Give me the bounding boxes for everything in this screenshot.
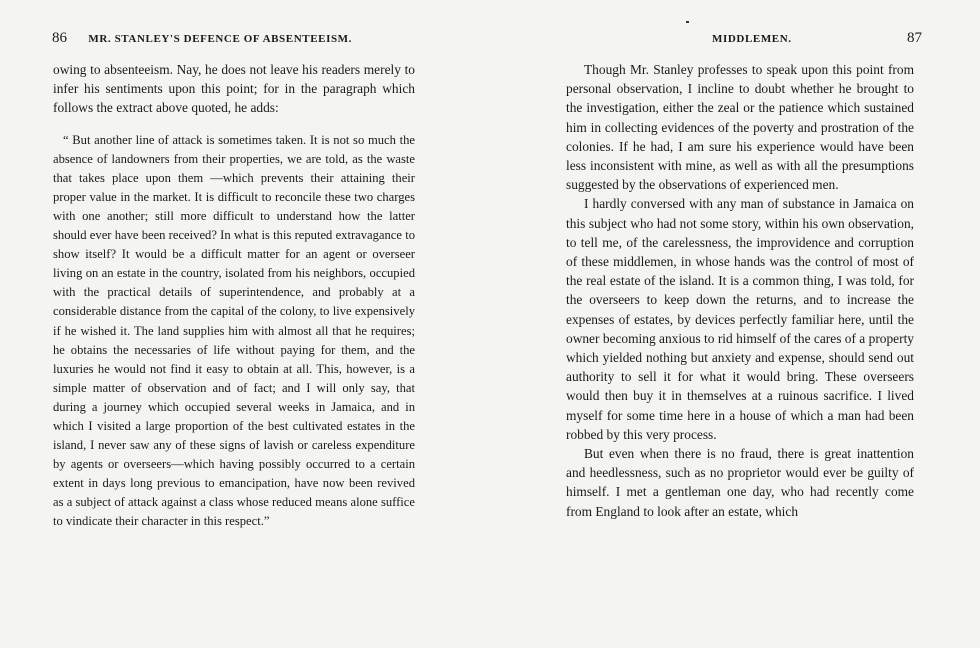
- running-head: MIDDLEMEN.: [712, 33, 792, 45]
- right-page-body: [566, 60, 914, 521]
- right-page: [490, 0, 980, 648]
- paragraph: I hardly conversed with any man of substance in Jamaica on this subject who had not some story, within his own observation, to tell me, of the carelessness, the improvidence and corruption of these middlemen, in whose hands was the control of most of the real estate of the island. It is a common thing, I was told, for the overseers to keep down the returns, and to increase the expenses of estates, by devices perfectly familiar here, until the owner becoming anxious to rid himself of the cares of a property which yielded nothing but anxiety and expense, should send out authority to sell it for what it would bring. These overseers would then buy it in themselves at a ruinous sacrifice. I lived myself for some time here in a house of which a man had been robbed by this very process.: [566, 196, 914, 442]
- right-page-header: [712, 30, 922, 50]
- page-number: 86: [52, 30, 67, 46]
- paragraph: owing to absenteeism. Nay, he does not leave his readers merely to infer his sentiments upon this point; for in the paragraph which follows the extract above quoted, he adds:: [53, 62, 415, 116]
- paragraph: Though Mr. Stanley professes to speak upon this point from personal observation, I incline to doubt whether he brought to the investigation, either the zeal or the patience which sustained him in collecting evidences of the poverty and prostration of the colonies. If he had, I am sure his experience would have been less inconsistent with mine, as well as with all the presumptions suggested by the observations of experienced men.: [566, 62, 914, 193]
- block-quote: “ But another line of attack is sometimes taken. It is not so much the absence of landowners from their properties, we are told, as the waste that takes place upon them —which prevents their attaining their proper value in the market. It is difficult to reconcile these two charges with one another; still more difficult to understand how the latter should ever have been received? In what is this reputed extravagance to show itself? It would be a difficult matter for an agent or overseer living on an estate in the country, isolated from his neighbors, occupied with the practical details of superintendence, and probably at a considerable distance from the capital of the colony, to live expensively if he wished it. The land supplies him with almost all that he requires; he obtains the necessaries of life without paying for them, and the luxuries he would not find it easy to obtain at all. This, however, is a simple matter of observation and of fact; and I will only say, that during a journey which occupied several weeks in Jamaica, and in which I visited a large proportion of the best cultivated estates in the island, I never saw any of these signs of lavish or careless expenditure by agents or overseers—which having possibly occurred to a certain extent in days long previous to emancipation, have now been revived as a subject of attack against a class whose reduced means alone suffice to vindicate their character in this respect.”: [53, 132, 415, 529]
- running-head: MR. STANLEY'S DEFENCE OF ABSENTEEISM.: [88, 33, 352, 45]
- page-number: 87: [907, 30, 922, 46]
- paragraph: But even when there is no fraud, there is great inattention and heedlessness, such as no proprietor would ever be guilty of himself. I met a gentleman one day, who had recently come from England to look after an estate, which: [566, 446, 914, 519]
- left-page-header: [52, 30, 352, 50]
- left-page-body: [53, 60, 415, 532]
